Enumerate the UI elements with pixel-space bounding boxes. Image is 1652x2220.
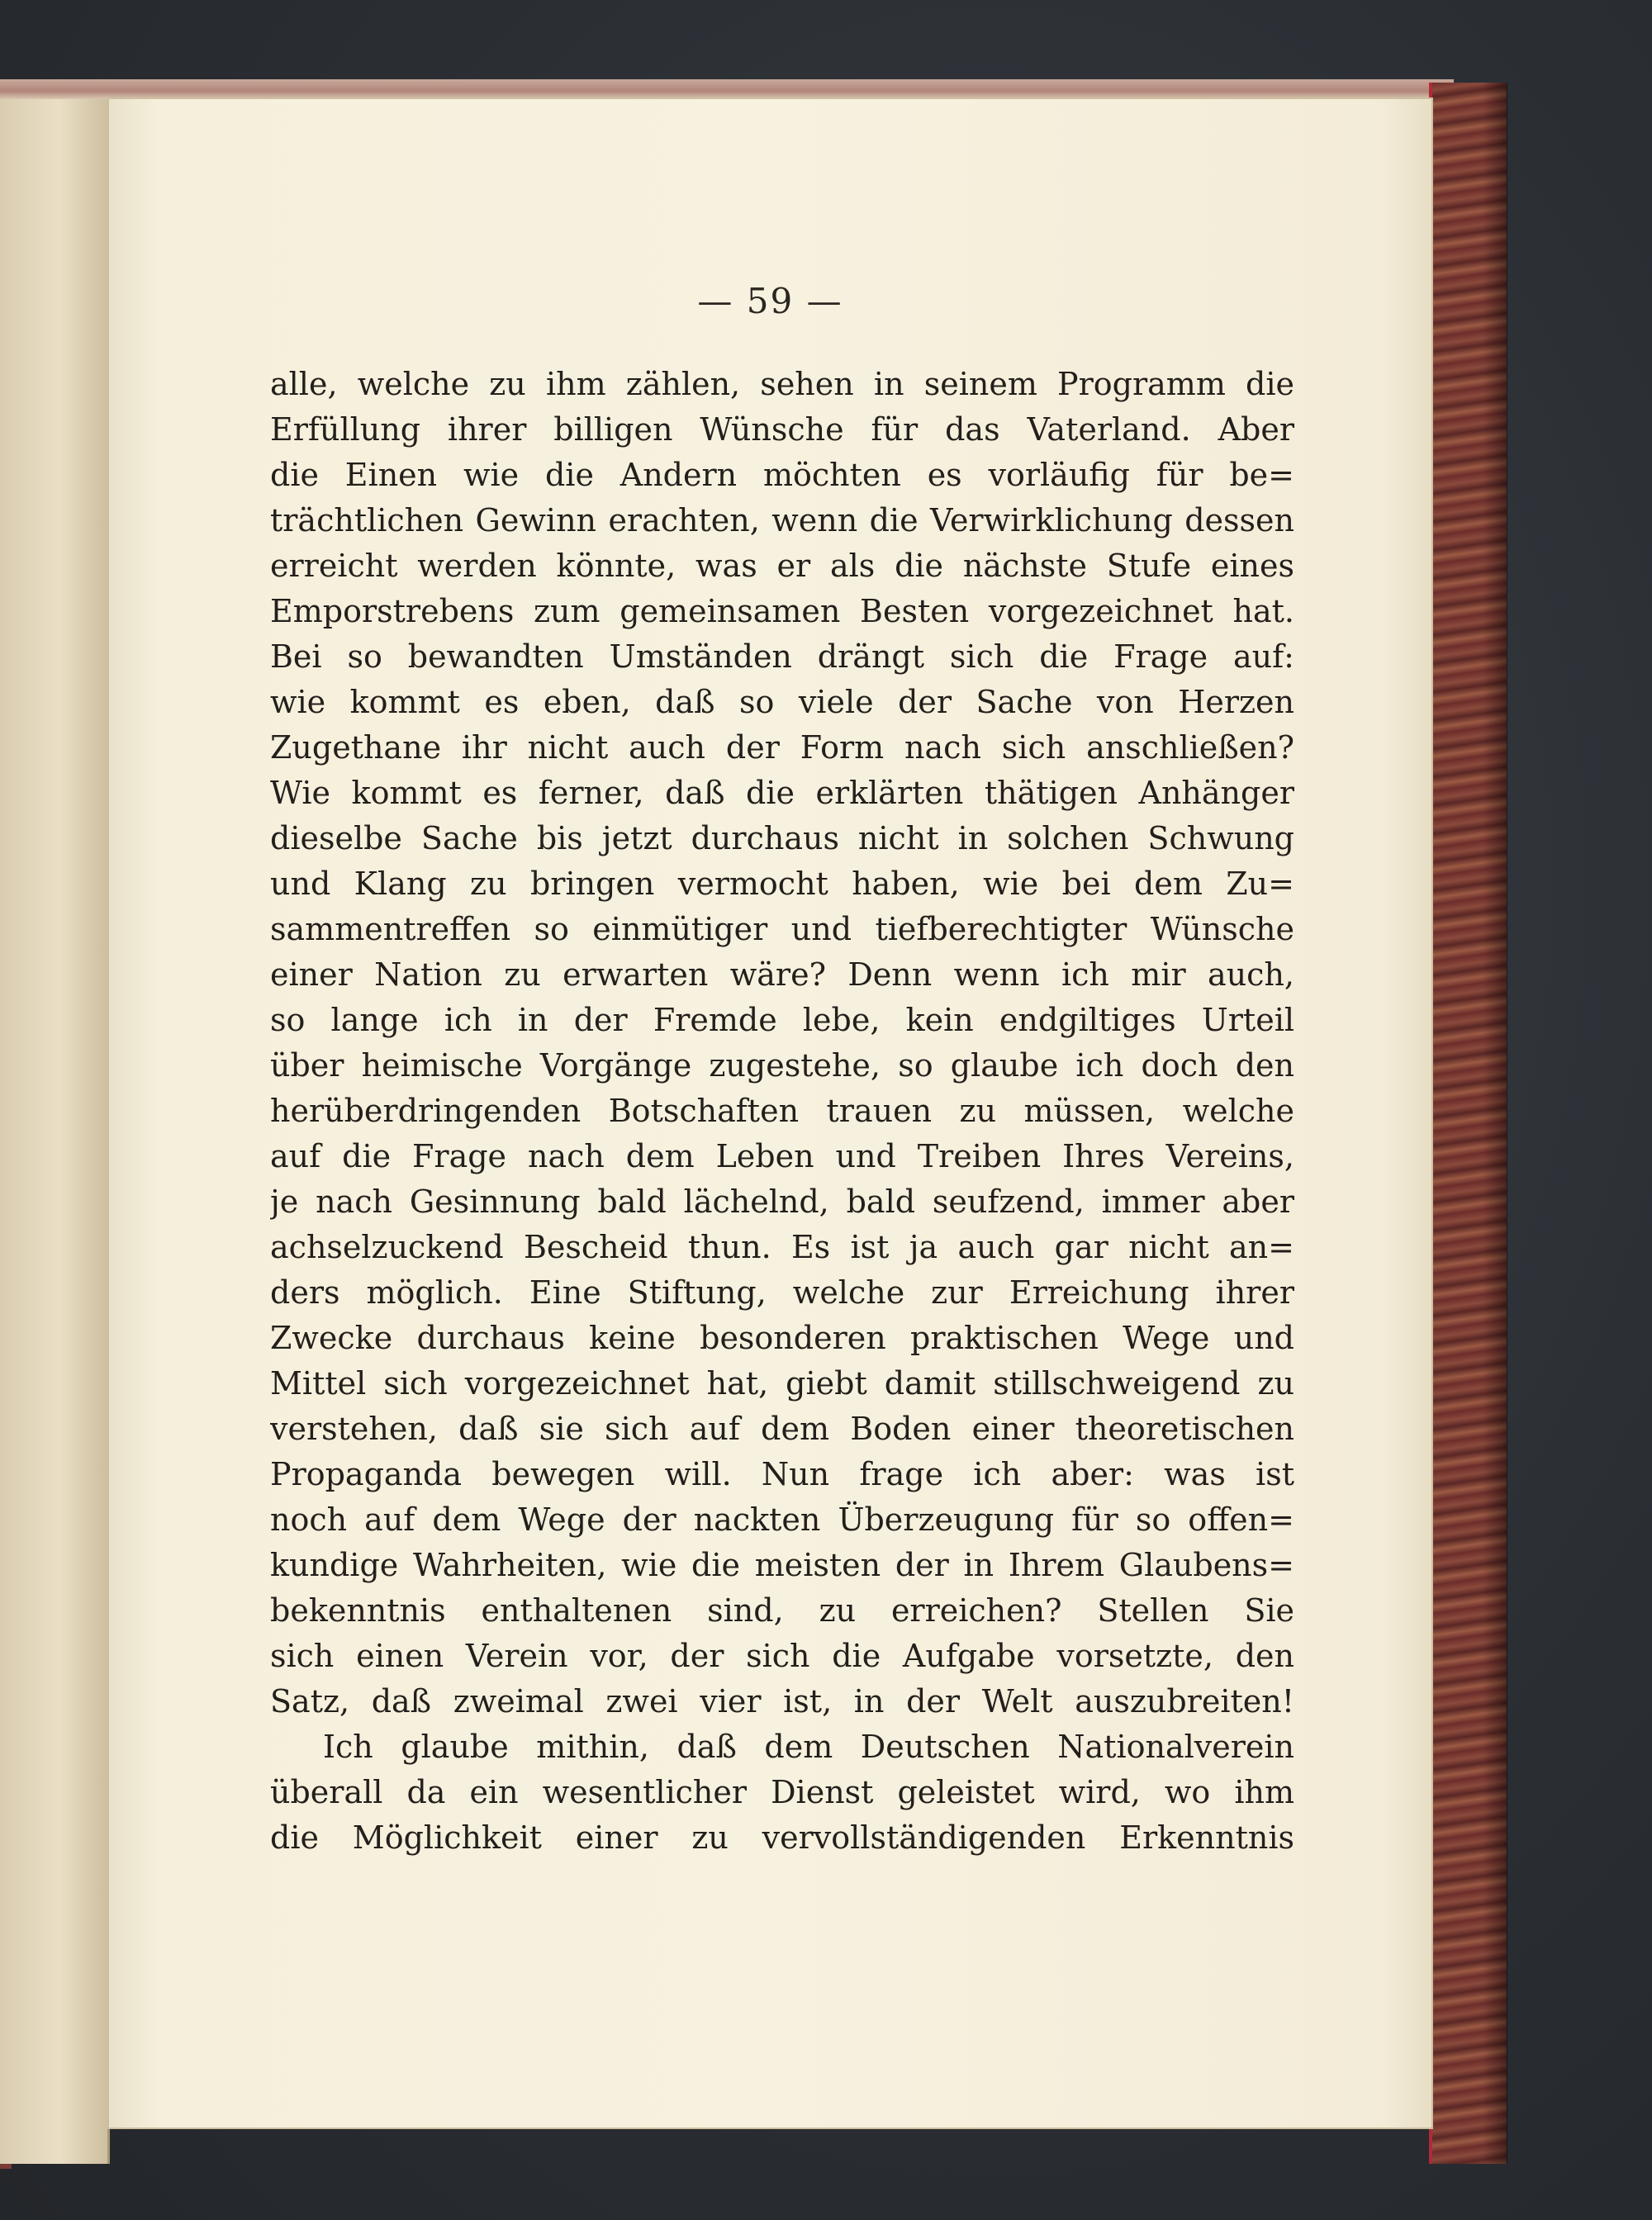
text-line: Zwecke durchaus keine besonderen praktischen Wege und: [270, 1320, 1294, 1356]
text-line: sich einen Verein vor, der sich die Aufgabe vorsetzte, den: [270, 1638, 1294, 1674]
text-line: bekenntnis enthaltenen sind, zu erreichen? Stellen Sie: [270, 1592, 1294, 1629]
text-line: einer Nation zu erwarten wäre? Denn wenn ich mir auch,: [270, 956, 1294, 993]
text-line: Zugethane ihr nicht auch der Form nach sich anschließen?: [270, 729, 1294, 766]
text-line: und Klang zu bringen vermocht haben, wie bei dem Zu=: [270, 866, 1294, 902]
text-line: Wie kommt es ferner, daß die erklärten thätigen Anhänger: [270, 775, 1294, 811]
text-line: Emporstrebens zum gemeinsamen Besten vorgezeichnet hat.: [270, 593, 1294, 629]
text-line: Erfüllung ihrer billigen Wünsche für das Vaterland. Aber: [270, 411, 1294, 448]
text-line: verstehen, daß sie sich auf dem Boden einer theoretischen: [270, 1411, 1294, 1447]
text-line: erreicht werden könnte, was er als die nächste Stufe eines: [270, 548, 1294, 584]
right-cover-shadow: [1483, 83, 1507, 2164]
text-line: kundige Wahrheiten, wie die meisten der in Ihrem Glaubens=: [270, 1547, 1294, 1583]
text-line: je nach Gesinnung bald lächelnd, bald seufzend, immer aber: [270, 1184, 1294, 1220]
text-line: die Einen wie die Andern möchten es vorläufig für be=: [270, 457, 1294, 493]
text-line: Propaganda bewegen will. Nun frage ich aber: was ist: [270, 1456, 1294, 1492]
text-line: noch auf dem Wege der nackten Überzeugung für so offen=: [270, 1501, 1294, 1538]
text-line: dieselbe Sache bis jetzt durchaus nicht in solchen Schwung: [270, 820, 1294, 856]
text-line: so lange ich in der Fremde lebe, kein endgiltiges Urteil: [270, 1002, 1294, 1038]
page-number: — 59 —: [697, 281, 843, 321]
body-text: [270, 362, 1294, 1861]
text-line: Satz, daß zweimal zwei vier ist, in der Welt auszubreiten!: [270, 1683, 1294, 1720]
text-line: Bei so bewandten Umständen drängt sich die Frage auf:: [270, 638, 1294, 675]
left-page-edge: [0, 83, 110, 2164]
text-line: überall da ein wesentlicher Dienst geleistet wird, wo ihm: [270, 1774, 1294, 1810]
text-line: auf die Frage nach dem Leben und Treiben Ihres Vereins,: [270, 1138, 1294, 1174]
text-line: über heimische Vorgänge zugestehe, so glaube ich doch den: [270, 1047, 1294, 1084]
text-line: herüberdringenden Botschaften trauen zu müssen, welche: [270, 1093, 1294, 1129]
text-line: wie kommt es eben, daß so viele der Sache von Herzen: [270, 684, 1294, 720]
text-line: Ich glaube mithin, daß dem Deutschen Nationalverein: [323, 1729, 1294, 1765]
text-line: sammentreffen so einmütiger und tiefberechtigter Wünsche: [270, 911, 1294, 947]
text-line: Mittel sich vorgezeichnet hat, giebt damit stillschweigend zu: [270, 1365, 1294, 1402]
text-line: alle, welche zu ihm zählen, sehen in seinem Programm die: [270, 366, 1294, 402]
book-page: [107, 97, 1433, 2129]
text-line: trächtlichen Gewinn erachten, wenn die Verwirklichung dessen: [270, 502, 1294, 538]
text-line: achselzuckend Bescheid thun. Es ist ja auch gar nicht an=: [270, 1229, 1294, 1265]
page-top-edge: [0, 79, 1454, 99]
text-line: die Möglichkeit einer zu vervollständigenden Erkenntnis: [270, 1819, 1294, 1856]
text-line: ders möglich. Eine Stiftung, welche zur Erreichung ihrer: [270, 1274, 1294, 1311]
